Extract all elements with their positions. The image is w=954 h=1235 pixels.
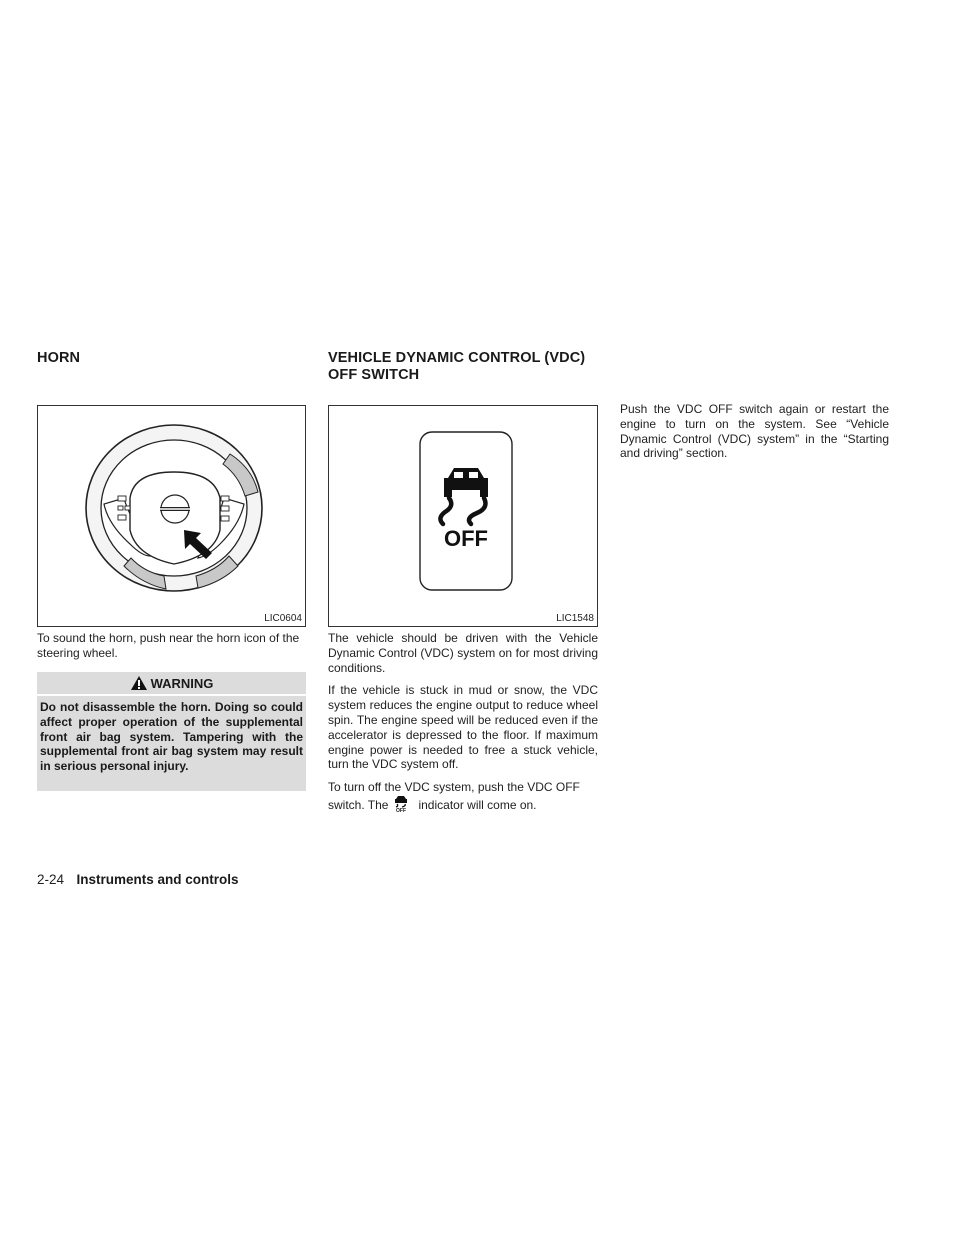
steering-wheel-icon <box>38 406 305 626</box>
switch-off-label: OFF <box>444 526 488 551</box>
steering-wheel-figure <box>37 405 306 627</box>
vdc-off-switch-icon <box>329 406 597 626</box>
vdc-switch-figure <box>328 405 598 627</box>
vdc-paragraph-3 <box>328 780 598 817</box>
vdc-paragraph-3-before-icon: switch. The <box>328 797 389 812</box>
figure-code: LIC0604 <box>264 613 302 624</box>
vdc-heading-line1: VEHICLE DYNAMIC CONTROL (VDC) <box>328 350 586 366</box>
vdc-paragraph-3-line1: To turn off the VDC system, push the VDC OFF <box>328 780 580 795</box>
vdc-paragraph-1: The vehicle should be driven with the Vehicle Dynamic Control (VDC) system on for most driving conditions. <box>328 631 598 675</box>
warning-triangle-icon <box>130 675 148 691</box>
horn-description: To sound the horn, push near the horn icon of the steering wheel. <box>37 631 300 660</box>
section-title: Instruments and controls <box>76 872 239 887</box>
warning-text: Do not disassemble the horn. Doing so could affect proper operation of the supplemental front air bag system. Tampering with the supplemental front air bag system may result in serious personal injury. <box>40 700 303 774</box>
vdc-paragraph-3-after-icon: indicator will come on. <box>418 797 537 812</box>
figure-code: LIC1548 <box>556 613 594 624</box>
vdc-heading-line2: OFF SWITCH <box>328 367 420 383</box>
warning-title <box>37 672 306 696</box>
vdc-heading <box>328 350 585 384</box>
warning-title-text: WARNING <box>150 675 214 691</box>
page-footer <box>37 871 239 889</box>
svg-text:OFF: OFF <box>396 807 407 813</box>
vdc-off-indicator-icon <box>394 795 408 817</box>
warning-box <box>37 672 306 791</box>
page-number: 2-24 <box>37 872 65 887</box>
vdc-paragraph-2: If the vehicle is stuck in mud or snow, the VDC system reduces the engine output to reduce wheel spin. The engine speed will be reduced even if the accelerator is depressed to the floor. If maximum engine power is needed to free a stuck vehicle, turn the VDC system off. <box>328 683 598 772</box>
horn-heading: HORN <box>37 350 81 366</box>
vdc-paragraph-4: Push the VDC OFF switch again or restart the engine to turn on the system. See “Vehicle Dynamic Control (VDC) system” in the “Starting and driving” section. <box>620 402 889 461</box>
